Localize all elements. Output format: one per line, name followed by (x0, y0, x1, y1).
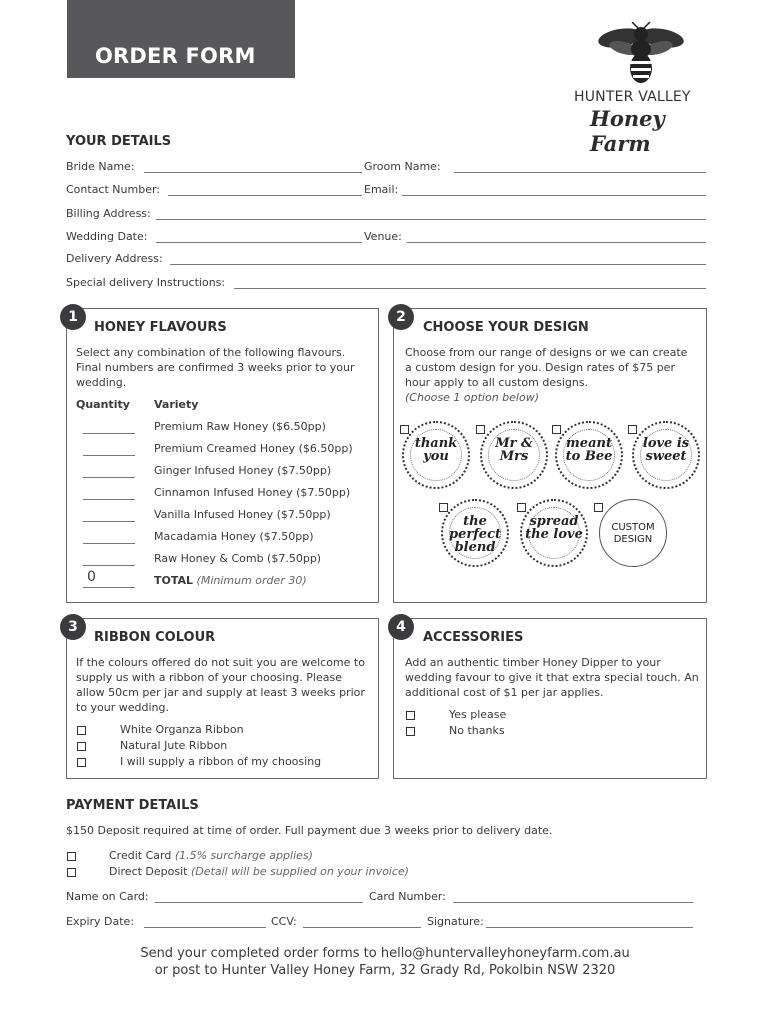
accessory-checkbox-yes[interactable] (406, 711, 415, 720)
signature-field[interactable] (486, 927, 693, 928)
accessories-title: ACCESSORIES (423, 630, 524, 645)
design-mr-mrs[interactable] (480, 421, 548, 489)
delivery-row (66, 252, 706, 266)
design-custom-text: CUSTOM DESIGN (611, 522, 655, 545)
design-thank-you[interactable] (402, 421, 470, 489)
variety-label: Premium Raw Honey ($6.50pp) (154, 420, 326, 433)
total-note: (Minimum order 30) (196, 574, 307, 587)
card-number-label: Card Number: (369, 890, 446, 903)
ribbon-colour-intro: If the colours offered do not suit you are welcome to supply us with a ribbon of your choosing. Please allow 50cm per jar and supply at least 3 weeks prior to your wedding. (76, 656, 365, 714)
billing-address-field[interactable] (156, 219, 706, 220)
billing-address-label: Billing Address: (66, 207, 151, 220)
header-bar (67, 0, 295, 78)
ccv-field[interactable] (303, 927, 421, 928)
variety-header: Variety (154, 398, 199, 411)
email-field[interactable] (402, 195, 706, 196)
design-checkbox-spread-the-love[interactable] (517, 503, 526, 512)
special-instructions-label: Special delivery Instructions: (66, 276, 226, 289)
flavour-row (83, 508, 373, 522)
design-spread-the-love-text: spread the love (525, 514, 583, 542)
honey-flavours-intro: Select any combination of the following flavours. Final numbers are confirmed 3 weeks prior to your wedding. (76, 346, 355, 389)
quantity-field[interactable] (83, 477, 135, 478)
special-instructions-row (66, 276, 706, 290)
accessory-option-label: No thanks (449, 724, 505, 737)
total-row (83, 569, 373, 588)
variety-label: Vanilla Infused Honey ($7.50pp) (154, 508, 331, 521)
design-checkbox-mr-mrs[interactable] (476, 425, 485, 434)
direct-deposit-label: Direct Deposit (109, 865, 188, 878)
card-number-field[interactable] (453, 902, 693, 903)
credit-card-note: (1.5% surcharge applies) (174, 849, 313, 862)
delivery-address-label: Delivery Address: (66, 252, 163, 265)
email-label: Email: (364, 183, 399, 196)
special-instructions-field[interactable] (234, 288, 706, 289)
flavour-row (83, 486, 373, 500)
choose-design-intro (405, 345, 697, 405)
expiry-date-label: Expiry Date: (66, 915, 135, 928)
credit-card-label: Credit Card (109, 849, 172, 862)
ribbon-option-label: I will supply a ribbon of my choosing (120, 755, 322, 768)
quantity-field[interactable] (83, 521, 135, 522)
page-title: ORDER FORM (95, 44, 256, 68)
card-name-number-row (66, 890, 694, 904)
design-spread-the-love[interactable] (520, 499, 588, 567)
billing-row (66, 207, 706, 221)
footer-address-line: or post to Hunter Valley Honey Farm, 32 Grady Rd, Pokolbin NSW 2320 (154, 963, 616, 978)
quantity-header: Quantity (76, 398, 130, 411)
brand-script: Honey Farm (590, 106, 665, 156)
ccv-label: CCV: (271, 915, 297, 928)
design-checkbox-perfect-blend[interactable] (439, 503, 448, 512)
design-thank-you-text: thank you (414, 436, 458, 464)
design-love-is-sweet-text: love is sweet (642, 436, 690, 464)
variety-label: Raw Honey & Comb ($7.50pp) (154, 552, 322, 565)
contact-number-field[interactable] (168, 195, 362, 196)
ribbon-option-label: White Organza Ribbon (120, 723, 244, 736)
bride-name-field[interactable] (144, 172, 362, 173)
groom-name-label: Groom Name: (364, 160, 441, 173)
venue-field[interactable] (407, 242, 706, 243)
date-venue-row (66, 230, 706, 244)
bride-name-label: Bride Name: (66, 160, 135, 173)
design-checkbox-meant-to-bee[interactable] (552, 425, 561, 434)
wedding-date-label: Wedding Date: (66, 230, 148, 243)
expiry-ccv-signature-row (66, 915, 694, 929)
flavour-row (83, 420, 373, 434)
contact-number-label: Contact Number: (66, 183, 160, 196)
your-details-title: YOUR DETAILS (66, 134, 172, 149)
bride-groom-row (66, 160, 706, 174)
total-label: TOTAL (154, 574, 194, 587)
design-intro-text: Choose from our range of designs or we can create a custom design for you. Design rates of $75 per hour apply to all custom designs. (405, 346, 688, 389)
honey-flavours-title: HONEY FLAVOURS (94, 320, 227, 335)
ribbon-checkbox-natural-jute[interactable] (77, 742, 86, 751)
brand-logo (570, 22, 715, 156)
section-number-badge: 3 (60, 614, 86, 640)
credit-card-option (109, 849, 313, 862)
ribbon-colour-title: RIBBON COLOUR (94, 630, 216, 645)
wedding-date-field[interactable] (156, 242, 362, 243)
brand-name: HUNTER VALLEY (574, 89, 691, 105)
credit-card-checkbox[interactable] (67, 852, 76, 861)
accessory-option-label: Yes please (449, 708, 507, 721)
total-value: 0 (87, 569, 96, 585)
ribbon-checkbox-white-organza[interactable] (77, 726, 86, 735)
quantity-field[interactable] (83, 455, 135, 456)
name-on-card-field[interactable] (155, 902, 363, 903)
design-note: (Choose 1 option below) (405, 391, 539, 404)
design-meant-to-bee[interactable] (555, 421, 623, 489)
direct-deposit-checkbox[interactable] (67, 868, 76, 877)
design-custom[interactable] (599, 499, 667, 567)
quantity-field[interactable] (83, 499, 135, 500)
groom-name-field[interactable] (454, 172, 706, 173)
accessory-checkbox-no[interactable] (406, 727, 415, 736)
design-checkbox-love-is-sweet[interactable] (628, 425, 637, 434)
choose-design-title: CHOOSE YOUR DESIGN (423, 320, 589, 335)
name-on-card-label: Name on Card: (66, 890, 149, 903)
variety-label: Cinnamon Infused Honey ($7.50pp) (154, 486, 351, 499)
design-mr-mrs-text: Mr & Mrs (495, 436, 533, 464)
design-meant-to-bee-text: meant to Bee (565, 436, 613, 464)
ribbon-checkbox-own-ribbon[interactable] (77, 758, 86, 767)
accessories-intro: Add an authentic timber Honey Dipper to your wedding favour to give it that extra special touch. An additional cost of $1 per jar applies. (405, 656, 699, 699)
design-perfect-blend-text: the perfect blend (449, 514, 501, 555)
variety-label: Ginger Infused Honey ($7.50pp) (154, 464, 332, 477)
direct-deposit-option (109, 865, 409, 878)
venue-label: Venue: (364, 230, 402, 243)
delivery-address-field[interactable] (170, 264, 706, 265)
flavour-row (83, 464, 373, 478)
design-checkbox-custom[interactable] (594, 503, 603, 512)
section-number-badge: 4 (388, 614, 414, 640)
variety-label: Macadamia Honey ($7.50pp) (154, 530, 314, 543)
flavour-row (83, 530, 373, 544)
flavour-row (83, 442, 373, 456)
total-label-group (154, 574, 307, 587)
deposit-text: $150 Deposit required at time of order. Full payment due 3 weeks prior to delivery date. (66, 824, 553, 837)
total-field[interactable] (83, 587, 135, 588)
flavour-row (83, 552, 373, 566)
design-love-is-sweet[interactable] (632, 421, 700, 489)
section-number-badge: 2 (388, 304, 414, 330)
footer-email-line: Send your completed order forms to hello@huntervalleyhoneyfarm.com.au (140, 946, 630, 961)
payment-details-title: PAYMENT DETAILS (66, 798, 199, 813)
expiry-date-field[interactable] (144, 927, 266, 928)
ribbon-option-label: Natural Jute Ribbon (120, 739, 228, 752)
quantity-field[interactable] (83, 565, 135, 566)
bee-icon (598, 22, 684, 84)
quantity-field[interactable] (83, 543, 135, 544)
design-checkbox-thank-you[interactable] (400, 425, 409, 434)
design-perfect-blend[interactable] (441, 499, 509, 567)
variety-label: Premium Creamed Honey ($6.50pp) (154, 442, 353, 455)
quantity-field[interactable] (83, 433, 135, 434)
direct-deposit-note: (Detail will be supplied on your invoice) (190, 865, 409, 878)
section-number-badge: 1 (60, 304, 86, 330)
contact-email-row (66, 183, 706, 197)
signature-label: Signature: (427, 915, 484, 928)
